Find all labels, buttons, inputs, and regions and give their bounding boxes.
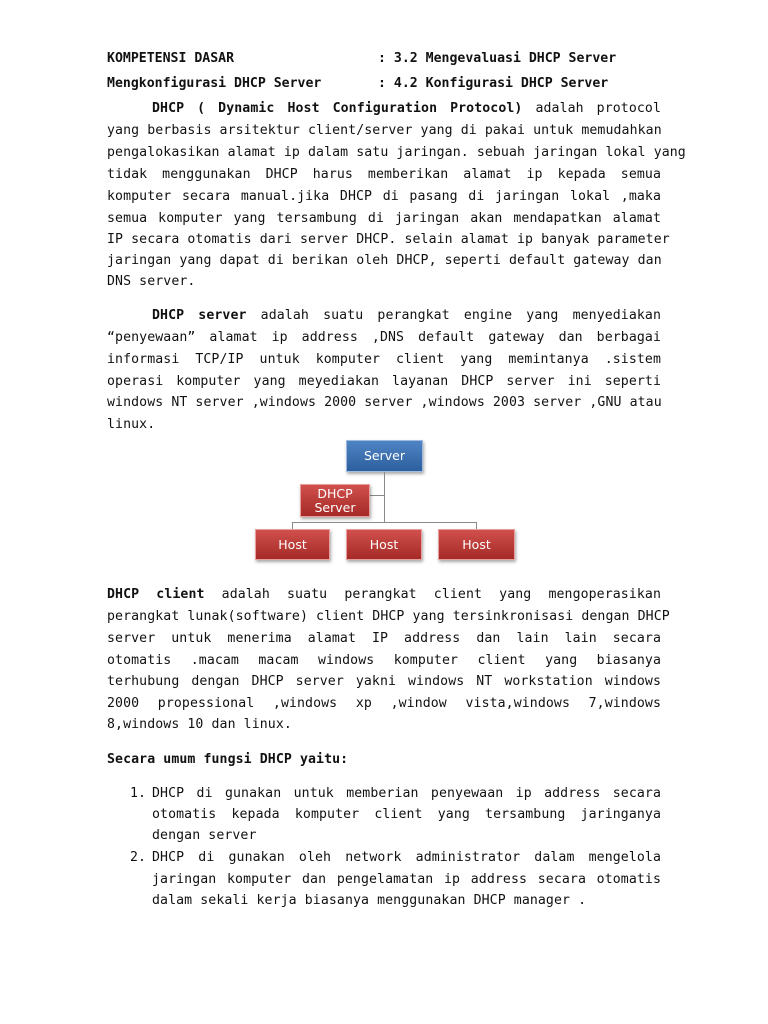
para1-line: pengalokasikan alamat ip dalam satu jaringan. sebuah jaringan lokal yang bbox=[107, 145, 686, 160]
para3-line: otomatis .macam macam windows komputer client yang biasanya bbox=[107, 653, 661, 668]
header-value-konfigurasi: : 4.2 Konfigurasi DHCP Server bbox=[378, 76, 609, 91]
list-item-line: jaringan komputer dan pengelamatan ip address secara otomatis bbox=[152, 872, 661, 887]
header-label-konfigurasi: Mengkonfigurasi DHCP Server bbox=[107, 76, 322, 91]
para3-last-line: 8,windows 10 dan linux. bbox=[107, 717, 292, 732]
para1-line: komputer secara manual.jika DHCP di pasang di jaringan lokal ,maka bbox=[107, 189, 661, 204]
para2-line: informasi TCP/IP untuk komputer client yang memintanya .sistem bbox=[107, 352, 661, 367]
dhcp-hierarchy-diagram bbox=[250, 440, 520, 565]
para3-line: perangkat lunak(software) client DHCP yang tersinkronisasi dengan DHCP bbox=[107, 609, 670, 624]
list-number: 1. bbox=[130, 786, 146, 801]
list-item-line: DHCP di gunakan oleh network administrator dalam mengelola bbox=[152, 850, 661, 865]
para1-line: tidak menggunakan DHCP harus memberikan alamat ip kepada semua bbox=[107, 167, 661, 182]
diagram-connector bbox=[384, 472, 385, 522]
para3-first-line bbox=[107, 584, 661, 605]
para2-first-line bbox=[152, 305, 661, 326]
diagram-connector bbox=[292, 522, 477, 523]
para1-line: IP secara otomatis dari server DHCP. selain alamat ip banyak parameter bbox=[107, 232, 670, 247]
para3-line: terhubung dengan DHCP server yakni windows NT workstation windows bbox=[107, 674, 661, 689]
list-item-line: otomatis kepada komputer client yang tersambung jaringanya bbox=[152, 807, 661, 822]
para1-last-line: DNS server. bbox=[107, 274, 196, 289]
functions-heading: Secara umum fungsi DHCP yaitu: bbox=[107, 752, 349, 767]
diagram-dhcp-server-box bbox=[300, 484, 370, 517]
para1-line: semua komputer yang tersambung di jaringan akan mendapatkan alamat bbox=[107, 211, 661, 226]
header-label-kompetensi: KOMPETENSI DASAR bbox=[107, 51, 235, 66]
diagram-server-box: Server bbox=[346, 440, 423, 472]
list-number: 2. bbox=[130, 850, 146, 865]
para1-lead-rest: adalah protocol bbox=[522, 101, 662, 116]
para3-lead-rest: adalah suatu perangkat client yang mengoperasikan bbox=[204, 587, 662, 602]
para2-lead-rest: adalah suatu perangkat engine yang menyediakan bbox=[246, 308, 662, 323]
header-value-kompetensi: : 3.2 Mengevaluasi DHCP Server bbox=[378, 51, 617, 66]
diagram-server-label: Server bbox=[314, 500, 356, 515]
para1-line: jaringan yang dapat di berikan oleh DHCP, seperti default gateway dan bbox=[107, 253, 662, 268]
para2-lead-term: DHCP server bbox=[152, 308, 247, 323]
para1-lead-term: DHCP ( Dynamic Host Configuration Protocol) bbox=[152, 101, 523, 116]
para3-lead-term: DHCP client bbox=[107, 587, 205, 602]
para2-line: “penyewaan” alamat ip address ,DNS default gateway dan berbagai bbox=[107, 330, 661, 345]
para2-line: operasi komputer yang meyediakan layanan DHCP server ini seperti bbox=[107, 374, 661, 389]
diagram-host-box: Host bbox=[255, 529, 330, 560]
list-item-last-line: dalam sekali kerja biasanya menggunakan DHCP manager . bbox=[152, 893, 587, 908]
para1-first-line bbox=[152, 98, 661, 119]
diagram-host-box: Host bbox=[438, 529, 515, 560]
para1-line: yang berbasis arsitektur client/server yang di pakai untuk memudahkan bbox=[107, 123, 662, 138]
list-item-line: DHCP di gunakan untuk memberian penyewaan ip address secara bbox=[152, 786, 661, 801]
para2-last-line: linux. bbox=[107, 417, 156, 432]
para3-line: 2000 propessional ,windows xp ,window vista,windows 7,windows bbox=[107, 696, 661, 711]
diagram-dhcp-label: DHCP bbox=[317, 486, 353, 501]
para3-line: server untuk menerima alamat IP address dan lain lain secara bbox=[107, 631, 661, 646]
para2-line: windows NT server ,windows 2000 server ,windows 2003 server ,GNU atau bbox=[107, 395, 662, 410]
list-item-last-line: dengan server bbox=[152, 828, 257, 843]
diagram-host-box: Host bbox=[346, 529, 422, 560]
